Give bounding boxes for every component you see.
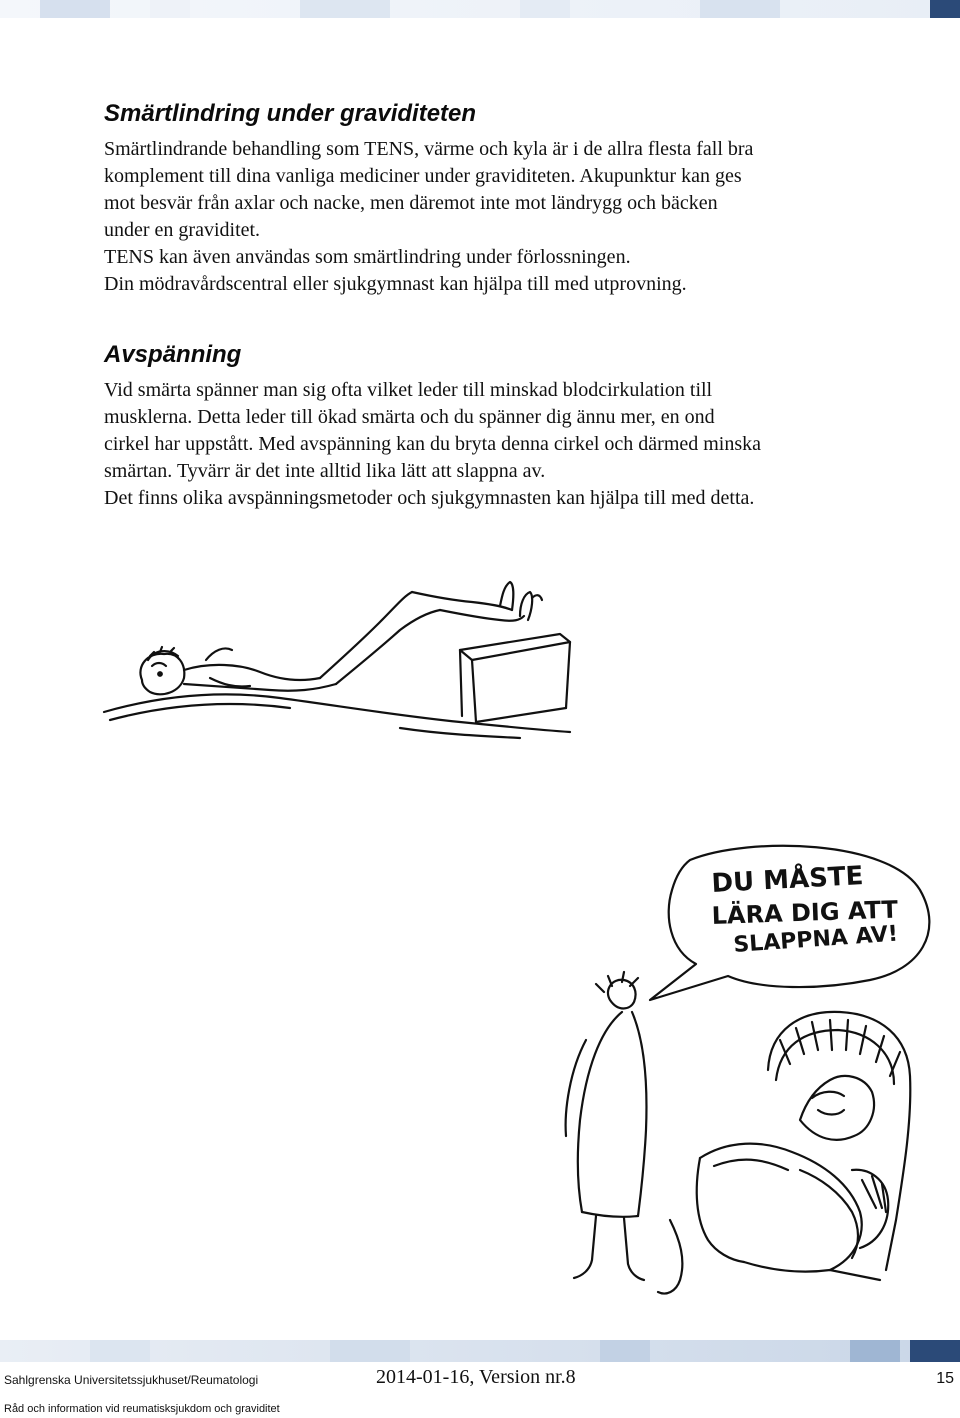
section-relaxation (104, 341, 874, 512)
section-body: Vid smärta spänner man sig ofta vilket leder till minskad blodcirkulation till musklerna. Detta leder till ökad smärta och du spänner dig ännu mer, en ond cirkel har uppstått. Med avspänning kan du bryta denna cirkel och därmed minska smärtan. Tyvärr är det inte alltid lika lätt att slappna av. Det finns olika avspänningsmetoder och sjukgymnasten kan hjälpa till med detta. (104, 379, 762, 509)
illustration-resting-person (100, 570, 580, 750)
section-heading: Avspänning (104, 341, 242, 368)
band-square (910, 1340, 960, 1362)
band-square (600, 1340, 650, 1362)
section-pain-relief (104, 100, 874, 298)
section-heading: Smärtlindring under graviditeten (104, 100, 477, 127)
band-square (850, 1340, 900, 1362)
footer-subtitle: Råd och information vid reumatisksjukdom och graviditet (4, 1403, 280, 1415)
armchair (768, 1012, 910, 1270)
section-body: Smärtlindrande behandling som TENS, värme och kyla är i de allra flesta fall bra komplement till dina vanliga mediciner under graviditeten. Akupunktur kan ges mot besvär från axlar och nacke, men däremot inte mot ländrygg och bäcken under en graviditet. TENS kan även användas som smärtlindring under förlossningen. Din mödravårdscentral eller sjukgymnast kan hjälpa till med utprovning. (104, 138, 754, 295)
footer-band (0, 1340, 960, 1362)
band-square (150, 0, 190, 18)
band-square (700, 0, 780, 18)
band-square (40, 0, 110, 18)
footer-version: 2014-01-16, Version nr.8 (376, 1366, 576, 1388)
page-number: 15 (936, 1370, 954, 1387)
band-square (520, 0, 570, 18)
top-header-band (0, 0, 960, 18)
band-square (330, 1340, 410, 1362)
speech-line: DU MÅSTE (710, 861, 865, 899)
band-square (930, 0, 960, 18)
band-square (300, 0, 390, 18)
band-square (90, 1340, 150, 1362)
speech-line: SLAPPNA AV! (732, 921, 899, 958)
footer-organization: Sahlgrenska Universitetssjukhuset/Reumatologi (4, 1373, 259, 1387)
illustration-relaxation-cartoon (500, 840, 940, 1300)
speech-line: LÄRA DIG ATT (711, 895, 899, 930)
